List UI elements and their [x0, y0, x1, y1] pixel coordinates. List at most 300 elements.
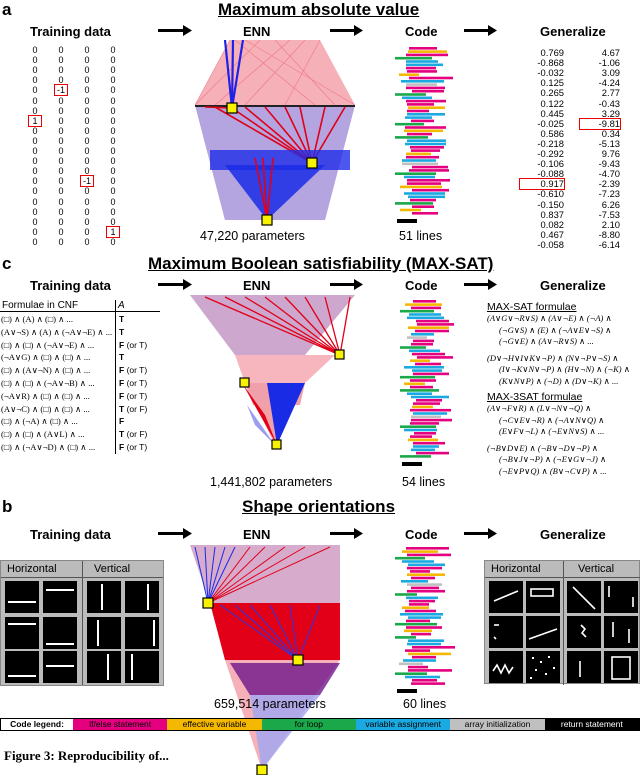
matrix-cell: 0 [110, 216, 116, 227]
cnf-row [0, 351, 160, 364]
matrix-cell: 0 [84, 105, 90, 116]
matrix-cell: 0 [58, 75, 64, 86]
code-line-bar [395, 123, 424, 126]
code-line-bar [407, 182, 441, 185]
code-line-bar [411, 682, 445, 685]
matrix-cell: 0 [110, 206, 116, 217]
matrix-cell: 0 [58, 45, 64, 55]
generalize-formula-line: (E∨F∨¬L) ∧ (¬E∨N∨S) ∧ ... [499, 426, 605, 436]
code-line-bar [404, 192, 445, 195]
code-line-bar [405, 143, 446, 146]
cnf-formula: (□) ∧ (¬A) ∧ (□) ∧ ... [1, 416, 78, 427]
code-line-bar [406, 597, 438, 600]
generalize-value: 0.122 [540, 97, 564, 109]
code-line-bar [417, 356, 453, 359]
cnf-row [0, 403, 160, 416]
code-line-bar [412, 205, 434, 208]
code-line-bar [407, 590, 445, 593]
code-line-bar [400, 346, 426, 349]
matrix-cell: 0 [32, 176, 38, 187]
generalize-value: 2.10 [601, 218, 620, 230]
code-line-bar [395, 172, 436, 175]
code-line-bar [413, 373, 449, 376]
code-line-bar [409, 169, 449, 172]
code-blocks-a [395, 45, 465, 225]
code-line-bar [395, 202, 433, 205]
code-line-bar [410, 386, 433, 389]
shape-tile [43, 581, 77, 613]
generalize-value: -0.032 [537, 67, 564, 79]
code-line-bar [417, 323, 454, 326]
code-line-bar [408, 106, 445, 109]
matrix-cell: 0 [84, 166, 90, 177]
matrix-cell: 0 [58, 125, 64, 136]
code-line-bar [395, 57, 432, 60]
code-line-bar [415, 330, 449, 333]
code-line-bar [404, 630, 432, 633]
matrix-cell: 0 [84, 125, 90, 136]
matrix-cell: 0 [110, 95, 116, 106]
code-line-bar [409, 603, 429, 606]
code-line-bar [400, 209, 421, 212]
code-line-bar [395, 593, 417, 596]
code-line-bar [407, 554, 451, 557]
code-line-bar [405, 649, 430, 652]
generalize-formula-line: (K∨N∨P) ∧ (¬D) ∧ (D∨¬K) ∧ ... [499, 375, 619, 386]
matrix-cell: 0 [32, 146, 38, 156]
code-line-bar [399, 663, 423, 666]
cnf-row [0, 415, 160, 428]
code-line-bar [408, 326, 449, 329]
generalize-value: 0.082 [540, 218, 564, 230]
shape-tile [125, 581, 159, 613]
cnf-row [0, 377, 160, 390]
code-line-bar [395, 672, 427, 675]
matrix-cell: 0 [32, 216, 38, 227]
matrix-cell: 0 [84, 115, 90, 126]
code-line-bar [409, 47, 437, 50]
matrix-cell: 0 [58, 206, 64, 217]
cnf-formula: (A∨¬C) ∧ (□) ∧ (□) ∧ ... [1, 403, 90, 414]
code-line-bar [416, 399, 442, 402]
generalize-value: -0.106 [537, 158, 564, 170]
cnf-value: F [119, 339, 125, 350]
panel-a-params: 47,220 parameters [200, 229, 305, 243]
matrix-cell: 0 [32, 196, 38, 207]
generalize-formula-line: (I∨¬K∨N∨¬P) ∧ (H∨¬N) ∧ (¬K) ∧ [499, 364, 630, 374]
code-line-bar [413, 442, 445, 445]
code-line-bar [395, 623, 437, 626]
generalize-value: 0.837 [540, 208, 564, 220]
code-line-bar [406, 153, 431, 156]
code-line-bar [410, 435, 432, 438]
code-line-bar [416, 452, 449, 455]
code-line-bar [407, 179, 450, 182]
cnf-row [0, 441, 160, 454]
matrix-cell: 0 [110, 236, 116, 247]
cnf-value: F [119, 377, 125, 388]
code-line-bar [412, 656, 436, 659]
code-line-bar [410, 379, 436, 382]
matrix-cell: 0 [58, 216, 64, 227]
figure-caption: Figure 3: Reproducibility of... [4, 748, 169, 763]
code-line-bar [410, 146, 444, 149]
cnf-alt-value: (or T) [124, 365, 148, 376]
cnf-formula: (□) ∧ (¬A∨¬D) ∧ (□) ∧ ... [1, 441, 96, 452]
code-line-bar [399, 73, 419, 76]
code-line-bar [407, 573, 445, 576]
code-line-bar [405, 116, 432, 119]
generalize-value: -7.23 [598, 188, 620, 200]
code-line-bar [411, 633, 431, 636]
code-line-bar [405, 676, 440, 679]
generalize-value: -9.43 [598, 158, 620, 170]
code-line-bar [407, 317, 444, 320]
generalize-value: -4.24 [598, 77, 620, 89]
code-line-bar [402, 159, 436, 162]
code-line-bar [413, 445, 439, 448]
code-line-bar [407, 139, 446, 142]
code-line-bar [400, 613, 443, 616]
code-blocks-b [395, 545, 465, 695]
cnf-alt-value: (or T) [124, 441, 148, 452]
training-shapes-grid [0, 560, 164, 686]
matrix-cell: 0 [84, 95, 90, 106]
generalize-value: -0.868 [537, 57, 564, 69]
matrix-cell: 0 [32, 105, 38, 116]
code-line-bar [405, 126, 446, 129]
code-line-bar [406, 547, 449, 550]
shape-tile [43, 651, 77, 683]
code-return-bar [402, 462, 422, 466]
cnf-formula: (□) ∧ (□) ∧ (¬A∨¬E) ∧ ... [1, 339, 95, 350]
code-line-bar [415, 363, 441, 366]
matrix-cell: 0 [110, 146, 116, 156]
code-line-bar [411, 307, 441, 310]
legend-label: Code legend: [1, 719, 73, 730]
panel-c-code-header: Code [405, 278, 438, 293]
matrix-cell: 0 [110, 115, 116, 126]
matrix-cell: 0 [58, 196, 64, 207]
code-line-bar [411, 416, 441, 419]
code-line-bar [413, 300, 436, 303]
code-line-bar [410, 570, 430, 573]
horizontal-label: Horizontal [491, 563, 541, 575]
generalize-formula-line: (A∨¬F∨R) ∧ (L∨¬N∨¬Q) ∧ [487, 403, 592, 413]
matrix-cell: 0 [32, 186, 38, 197]
cnf-row [0, 326, 160, 339]
code-line-bar [401, 80, 444, 83]
matrix-cell: 0 [58, 115, 64, 126]
code-line-bar [407, 70, 437, 73]
code-legend [0, 718, 640, 731]
cnf-alt-value: (or F) [124, 403, 148, 414]
matrix-cell: 0 [110, 176, 116, 187]
code-line-bar [408, 50, 447, 53]
matrix-cell: 0 [84, 226, 90, 237]
legend-item: return statement [545, 719, 639, 730]
matrix-cell: 0 [110, 196, 116, 207]
generalize-value: -0.058 [537, 238, 564, 250]
matrix-cell: 0 [32, 65, 38, 76]
code-line-bar [406, 626, 442, 629]
cnf-value: T [119, 429, 125, 440]
generalize-value: 6.26 [601, 198, 620, 210]
code-line-bar [409, 77, 453, 80]
matrix-cell: 0 [84, 206, 90, 217]
code-line-bar [411, 449, 435, 452]
code-line-bar [408, 439, 438, 442]
vertical-label: Vertical [578, 563, 615, 575]
panel-b-code-header: Code [405, 527, 438, 542]
code-line-bar [408, 196, 445, 199]
code-line-bar [412, 406, 433, 409]
code-line-bar [407, 643, 441, 646]
matrix-cell: 0 [84, 186, 90, 197]
matrix-cell: 0 [32, 156, 38, 167]
cnf-alt-value: (or T) [124, 390, 148, 401]
generalize-value: 0.445 [540, 107, 564, 119]
generalize-value: -0.025 [537, 117, 564, 129]
generalize-value: -8.80 [598, 228, 620, 240]
cnf-value: T [119, 314, 125, 324]
code-line-bar [404, 429, 437, 432]
panel-c-training-header: Training data [30, 278, 111, 293]
panel-b-lines: 60 lines [403, 697, 447, 711]
matrix-cell: 0 [32, 135, 38, 146]
generalize-shape-tiles [485, 577, 640, 685]
panel-c-lines: 54 lines [402, 475, 446, 489]
code-line-bar [411, 577, 435, 580]
code-line-bar [400, 186, 442, 189]
code-return-bar [397, 689, 417, 693]
panel-b-params: 659,514 parameters [214, 697, 326, 711]
matrix-cell: 0 [32, 236, 38, 247]
cnf-value: T [119, 326, 125, 337]
generalize-value: -9.81 [580, 119, 620, 129]
matrix-cell: 0 [110, 186, 116, 197]
matrix-cell: 0 [32, 55, 38, 66]
generalize-formula-line: (A∨G∨¬R∨S) ∧ (A∨¬E) ∧ (¬A) ∧ [487, 313, 612, 323]
code-line-bar [413, 402, 440, 405]
matrix-cell: 1 [29, 116, 41, 126]
code-line-bar [406, 100, 446, 103]
matrix-cell: 0 [58, 146, 64, 156]
code-line-bar [406, 620, 430, 623]
matrix-cell: 0 [110, 105, 116, 116]
panel-a-letter: a [2, 0, 12, 19]
max3sat-title: MAX-3SAT formulae [487, 391, 583, 403]
generalize-value: 9.76 [601, 148, 620, 159]
code-line-bar [395, 136, 428, 139]
matrix-cell: 0 [84, 236, 90, 247]
matrix-cell: 0 [110, 65, 116, 76]
panel-b-generalize-header: Generalize [540, 527, 606, 542]
matrix-cell: 0 [84, 196, 90, 207]
cnf-header: Formulae in CNF [2, 300, 79, 311]
shape-tile [125, 617, 159, 649]
cnf-row [0, 428, 160, 441]
code-line-bar [395, 93, 426, 96]
matrix-cell: 0 [32, 226, 38, 237]
horizontal-label: Horizontal [7, 563, 57, 575]
generalize-formula-line: (¬B∨D∨E) ∧ (¬B∨¬D∨¬P) ∧ [487, 442, 599, 453]
panel-a-title: Maximum absolute value [218, 0, 420, 19]
code-blocks-c [400, 298, 470, 468]
code-line-bar [411, 343, 433, 346]
generalize-value: 3.09 [601, 67, 620, 79]
matrix-cell: 0 [84, 55, 90, 66]
matrix-cell: 0 [32, 166, 38, 177]
cnf-alt-value: (or T) [124, 377, 148, 388]
matrix-cell: 0 [110, 55, 116, 66]
matrix-cell: 0 [84, 75, 90, 86]
generalize-value: 0.769 [540, 47, 564, 58]
code-line-bar [409, 600, 435, 603]
cnf-row [0, 364, 160, 377]
code-line-bar [408, 669, 452, 672]
code-line-bar [408, 564, 445, 567]
code-line-bar [400, 376, 435, 379]
cnf-formula: (¬A∨R) ∧ (□) ∧ (□) ∧ ... [1, 390, 90, 401]
generalize-value: -2.39 [598, 178, 620, 190]
panel-b-title: Shape orientations [242, 497, 396, 516]
panel-a-training-header: Training data [30, 24, 111, 39]
code-line-bar [402, 163, 438, 166]
code-line-bar [406, 60, 438, 63]
code-line-bar [412, 90, 444, 93]
matrix-cell: 0 [110, 135, 116, 146]
cnf-value: F [119, 390, 125, 401]
generalize-value: -0.292 [537, 148, 564, 159]
matrix-cell: 0 [58, 236, 64, 247]
generalize-value: -4.70 [598, 168, 620, 180]
code-return-bar [397, 219, 417, 223]
code-line-bar [395, 636, 416, 639]
code-line-bar [402, 550, 438, 553]
legend-item: array initialization [450, 719, 544, 730]
matrix-cell: 0 [58, 186, 64, 197]
enn-network-c [185, 295, 365, 465]
legend-item: effective variable [167, 719, 261, 730]
code-line-bar [406, 67, 436, 70]
matrix-cell: 0 [32, 95, 38, 106]
code-line-bar [407, 103, 434, 106]
cnf-row [0, 313, 160, 326]
generalize-formula-line: (¬G∨S) ∧ (E) ∧ (¬A∨E∨¬S) ∧ [499, 324, 612, 335]
code-line-bar [404, 176, 435, 179]
cnf-table [0, 300, 160, 454]
code-line-bar [407, 583, 442, 586]
cnf-row [0, 390, 160, 403]
cnf-formula: (□) ∧ (A∨¬N) ∧ (□) ∧ ... [1, 365, 91, 376]
matrix-cell: 0 [32, 75, 38, 86]
cnf-formula: (□) ∧ (□) ∧ (A∨L) ∧ ... [1, 429, 85, 440]
generalize-value: 0.265 [540, 87, 564, 99]
shape-tile [5, 581, 39, 613]
code-line-bar [404, 130, 443, 133]
cnf-row [0, 339, 160, 352]
cnf-value: F [119, 441, 125, 452]
shape-tile [5, 617, 39, 649]
code-line-bar [406, 156, 439, 159]
code-line-bar [411, 333, 434, 336]
code-line-bar [412, 166, 448, 169]
code-line-bar [413, 340, 434, 343]
code-line-bar [410, 359, 430, 362]
generalize-value: 0.467 [540, 228, 564, 240]
shape-tile [87, 617, 121, 649]
matrix-cell: 0 [84, 156, 90, 167]
code-line-bar [405, 303, 442, 306]
cnf-formula: (¬A∨G) ∧ (□) ∧ (□) ∧ ... [1, 352, 91, 363]
legend-item: for loop [262, 719, 356, 730]
matrix-cell: -1 [56, 85, 65, 96]
shape-tile [87, 581, 121, 613]
generalize-value: -5.13 [598, 137, 620, 149]
generalize-formula-line: (¬B∨J∨¬P) ∧ (¬E∨G∨¬J) ∧ [499, 454, 607, 464]
cnf-formula: (A∨¬S) ∧ (A) ∧ (¬A∨¬E) ∧ ... [1, 326, 113, 337]
shape-tile [125, 651, 159, 683]
matrix-cell: 0 [84, 135, 90, 146]
matrix-cell: 0 [58, 95, 64, 106]
panel-c-letter: c [2, 254, 12, 273]
enn-network-b [190, 545, 350, 775]
cnf-value: F [119, 416, 125, 427]
shape-tile [43, 617, 77, 649]
code-line-bar [416, 320, 449, 323]
matrix-cell: 0 [110, 166, 116, 177]
code-line-bar [405, 610, 436, 613]
panel-b-letter: b [2, 497, 13, 516]
code-line-bar [400, 425, 436, 428]
code-line-bar [407, 567, 442, 570]
matrix-cell: 0 [32, 85, 38, 96]
matrix-cell: 1 [107, 227, 119, 237]
code-line-bar [412, 369, 442, 372]
matrix-cell: 0 [58, 105, 64, 116]
matrix-cell: 0 [58, 226, 64, 237]
matrix-cell: 0 [84, 85, 90, 96]
code-line-bar [404, 383, 425, 386]
cnf-value: T [119, 403, 125, 414]
generalize-value: 4.67 [601, 47, 620, 58]
enn-network-a [185, 40, 365, 230]
code-line-bar [412, 189, 449, 192]
generalize-value: 2.77 [601, 87, 620, 99]
code-line-bar [408, 639, 444, 642]
cnf-header-a: A [118, 300, 125, 311]
matrix-cell: 0 [58, 65, 64, 76]
code-line-bar [407, 392, 432, 395]
generalize-formula-line: (¬E∨P∨Q) ∧ (B∨¬C∨P) ∧ ... [499, 465, 607, 476]
code-line-bar [402, 606, 429, 609]
generalize-value: 0.34 [601, 127, 620, 139]
matrix-cell: 0 [58, 176, 64, 187]
code-line-bar [409, 313, 441, 316]
maxsat-title: MAX-SAT formulae [487, 301, 577, 313]
matrix-cell: 0 [58, 166, 64, 177]
matrix-cell: 0 [84, 65, 90, 76]
code-line-bar [402, 560, 434, 563]
cnf-value: F [119, 365, 125, 376]
generalize-formula-line: (¬G∨E) ∧ (A∨¬R∨S) ∧ ... [499, 336, 594, 346]
matrix-cell: 0 [58, 55, 64, 66]
code-line-bar [395, 557, 425, 560]
code-line-bar [408, 666, 428, 669]
code-line-bar [407, 336, 427, 339]
generalize-value: 0.917 [520, 179, 564, 189]
